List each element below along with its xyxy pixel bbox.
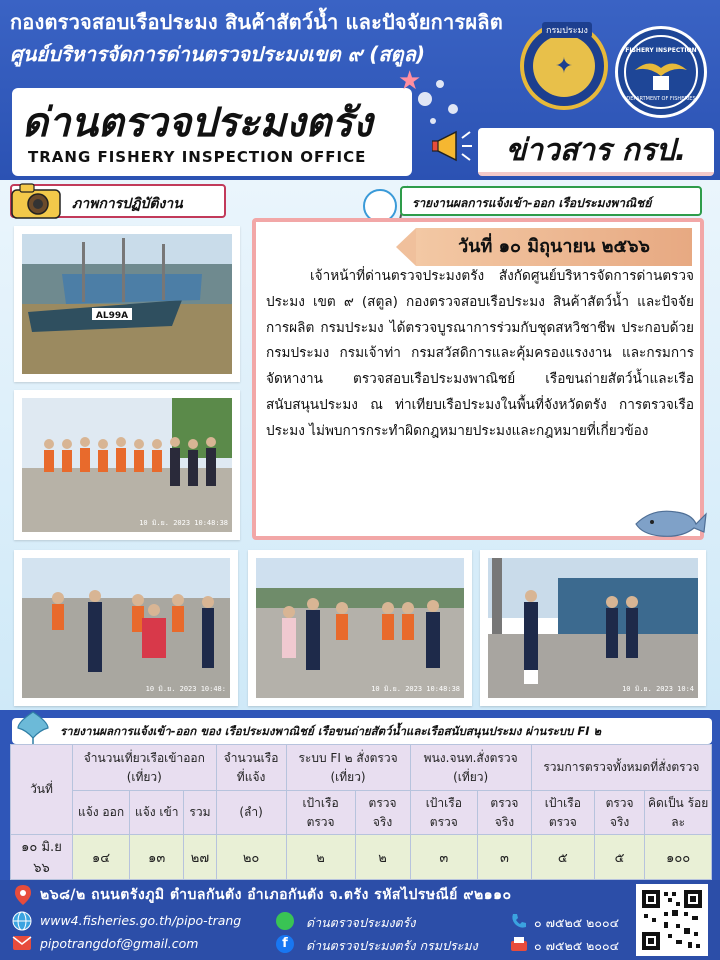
header-fi2: ระบบ FI ๒ สั่งตรวจ (เที่ยว) xyxy=(286,745,410,791)
whale-icon xyxy=(632,494,710,542)
subheader-sum: รวม xyxy=(184,791,216,835)
subheader-fi2-actual: ตรวจ จริง xyxy=(355,791,410,835)
bubble-decoration xyxy=(448,104,458,114)
camera-icon xyxy=(8,180,64,220)
cell-out: ๑๔ xyxy=(73,835,130,880)
subheader-out: แจ้ง ออก xyxy=(73,791,130,835)
article-body: เจ้าหน้าที่ด่านตรวจประมงตรัง สังกัดศูนย์บริหารจัดการด่านตรวจประมง เขต ๙ (สตูล) กองตรวจสอบเรือประมง สินค้าสัตว์น้ำ และปัจจัยการผลิต กรมประมง ได้ตรวจบูรณาการร่วมกับชุดสหวิชาชีพ ประกอบด้วย กรมประมง กรมเจ้าท่า กรมสวัสดิการและคุ้มครองแรงงาน และกรมการจัดหางาน ตรวจสอบเรือประมงพาณิชย์ เรือขนถ่ายสัตว์น้ำและเรือสนับสนุนประมง ณ ท่าเทียบเรือประมงในพื้นที่จังหวัดตรัง การตรวจเรือประมง ไม่พบการกระทำผิดกฎหมายประมงและกฎหมายที่เกี่ยวข้อง xyxy=(266,268,694,439)
svg-text:DEPARTMENT OF FISHERIES: DEPARTMENT OF FISHERIES xyxy=(626,96,696,102)
report-table xyxy=(10,744,712,880)
subheader-pnj-actual: ตรวจ จริง xyxy=(478,791,532,835)
photo-image xyxy=(22,558,230,698)
cell-total-actual: ๕ xyxy=(594,835,644,880)
qr-code-icon xyxy=(640,888,704,952)
subheader-total-actual: ตรวจ จริง xyxy=(594,791,644,835)
report-section-tag xyxy=(400,186,702,216)
report-section-label: รายงานผลการแจ้งเข้า-ออก เรือประมงพาณิชย์ xyxy=(412,196,652,210)
article-date: วันที่ ๑๐ มิถุนายน ๒๕๖๖ xyxy=(416,228,692,266)
department-of-fisheries-logo xyxy=(520,22,608,110)
photo-image xyxy=(22,234,232,374)
stingray-icon xyxy=(14,708,52,746)
footer-website-link[interactable]: www4.fisheries.go.th/pipo-trang xyxy=(40,913,242,928)
footer-phone[interactable]: ๐ ๗๕๒๕ ๒๐๐๔ xyxy=(534,915,620,930)
boat-label: AL99A xyxy=(95,311,129,321)
facebook-icon: f xyxy=(276,935,294,953)
svg-text:FISHERY INSPECTION: FISHERY INSPECTION xyxy=(625,47,697,54)
cell-sum: ๒๗ xyxy=(184,835,216,880)
cell-pnj-actual: ๓ xyxy=(478,835,532,880)
date-banner-arrow xyxy=(396,228,416,266)
photo-image xyxy=(488,558,698,698)
subheader-unit: (ลำ) xyxy=(216,791,286,835)
cell-fi2-target: ๒ xyxy=(286,835,355,880)
photo-inspection-2 xyxy=(248,550,472,706)
photo-image xyxy=(22,398,232,532)
location-pin-icon xyxy=(14,884,32,906)
email-icon xyxy=(12,935,32,951)
starfish-icon: ★ xyxy=(398,66,422,96)
header-total: รวมการตรวจทั้งหมดที่สั่งตรวจ xyxy=(531,745,711,791)
cell-total-target: ๕ xyxy=(531,835,594,880)
phone-icon xyxy=(510,912,528,930)
cell-date: ๑๐ มิ.ย ๖๖ xyxy=(11,835,73,880)
department-name: กองตรวจสอบเรือประมง สินค้าสัตว์น้ำ และปัจจัยการผลิต xyxy=(10,10,503,34)
header-pnj: พนง.จนท.สั่งตรวจ (เที่ยว) xyxy=(410,745,531,791)
photo-timestamp: 10 มิ.ย. 2023 10:48:38 xyxy=(371,685,460,693)
photo-timestamp: 10 มิ.ย. 2023 10:48: xyxy=(145,685,226,693)
header-date: วันที่ xyxy=(11,745,73,835)
photo-inspection-3 xyxy=(480,550,706,706)
photo-fishing-boats xyxy=(14,226,240,382)
fishery-inspection-logo xyxy=(615,26,707,118)
footer-email-link[interactable]: pipotrangdof@gmail.com xyxy=(40,936,199,951)
subheader-pnj-target: เป้าเรือ ตรวจ xyxy=(410,791,478,835)
table-row xyxy=(11,835,712,880)
photo-team-group xyxy=(14,390,240,540)
fax-icon xyxy=(510,935,528,953)
photo-timestamp: 10 มิ.ย. 2023 10:48:38 xyxy=(139,519,228,527)
office-title-card xyxy=(12,88,412,176)
center-name: ศูนย์บริหารจัดการด่านตรวจประมงเขต ๙ (สตูล) xyxy=(10,42,425,66)
footer-address: ๒๖๘/๒ ถนนตรังภูมิ ตำบลกันตัง อำเภอกันตัง จ.ตรัง รหัสไปรษณีย์ ๙๒๑๑๐ xyxy=(40,887,512,903)
footer-fax[interactable]: ๐ ๗๕๒๕ ๒๐๐๔ xyxy=(534,938,620,953)
cell-boats: ๒๐ xyxy=(216,835,286,880)
cell-fi2-actual: ๒ xyxy=(355,835,410,880)
header-trips: จำนวนเที่ยวเรือเข้าออก (เที่ยว) xyxy=(73,745,217,791)
office-english-title: TRANG FISHERY INSPECTION OFFICE xyxy=(28,148,367,166)
office-title: ด่านตรวจประมงตรัง xyxy=(22,100,373,146)
photo-image xyxy=(256,558,464,698)
line-icon xyxy=(276,912,294,930)
qr-code[interactable] xyxy=(636,884,708,956)
photo-inspection-1 xyxy=(14,550,238,706)
table-title: รายงานผลการแจ้งเข้า-ออก ของ เรือประมงพาณิชย์ เรือขนถ่ายสัตว์น้ำและเรือสนับสนุนประมง ผ่านระบบ FI ๒ xyxy=(12,718,712,744)
megaphone-icon xyxy=(432,126,476,166)
footer-line-account[interactable]: ด่านตรวจประมงตรัง xyxy=(306,915,416,930)
photos-section-label: ภาพการปฏิบัติงาน xyxy=(72,196,183,212)
subheader-in: แจ้ง เข้า xyxy=(130,791,184,835)
bubble-decoration xyxy=(430,118,436,124)
header-boats: จำนวนเรือ ที่แจ้ง xyxy=(216,745,286,791)
subheader-total-target: เป้าเรือ ตรวจ xyxy=(531,791,594,835)
cell-percent: ๑๐๐ xyxy=(645,835,712,880)
cell-in: ๑๓ xyxy=(130,835,184,880)
logo-caption: กรมประมง xyxy=(542,22,592,38)
subheader-percent: คิดเป็น ร้อยละ xyxy=(645,791,712,835)
eagle-icon xyxy=(621,32,701,112)
subheader-fi2-target: เป้าเรือ ตรวจ xyxy=(286,791,355,835)
globe-icon xyxy=(12,911,32,931)
cell-pnj-target: ๓ xyxy=(410,835,478,880)
footer-facebook-link[interactable]: ด่านตรวจประมงตรัง กรมประมง xyxy=(306,938,478,953)
bubble-decoration xyxy=(436,80,444,88)
photo-timestamp: 10 มิ.ย. 2023 10:4 xyxy=(622,685,694,693)
news-label: ข่าวสาร กรป. xyxy=(478,128,714,176)
emblem-icon: ✦ xyxy=(533,35,595,97)
